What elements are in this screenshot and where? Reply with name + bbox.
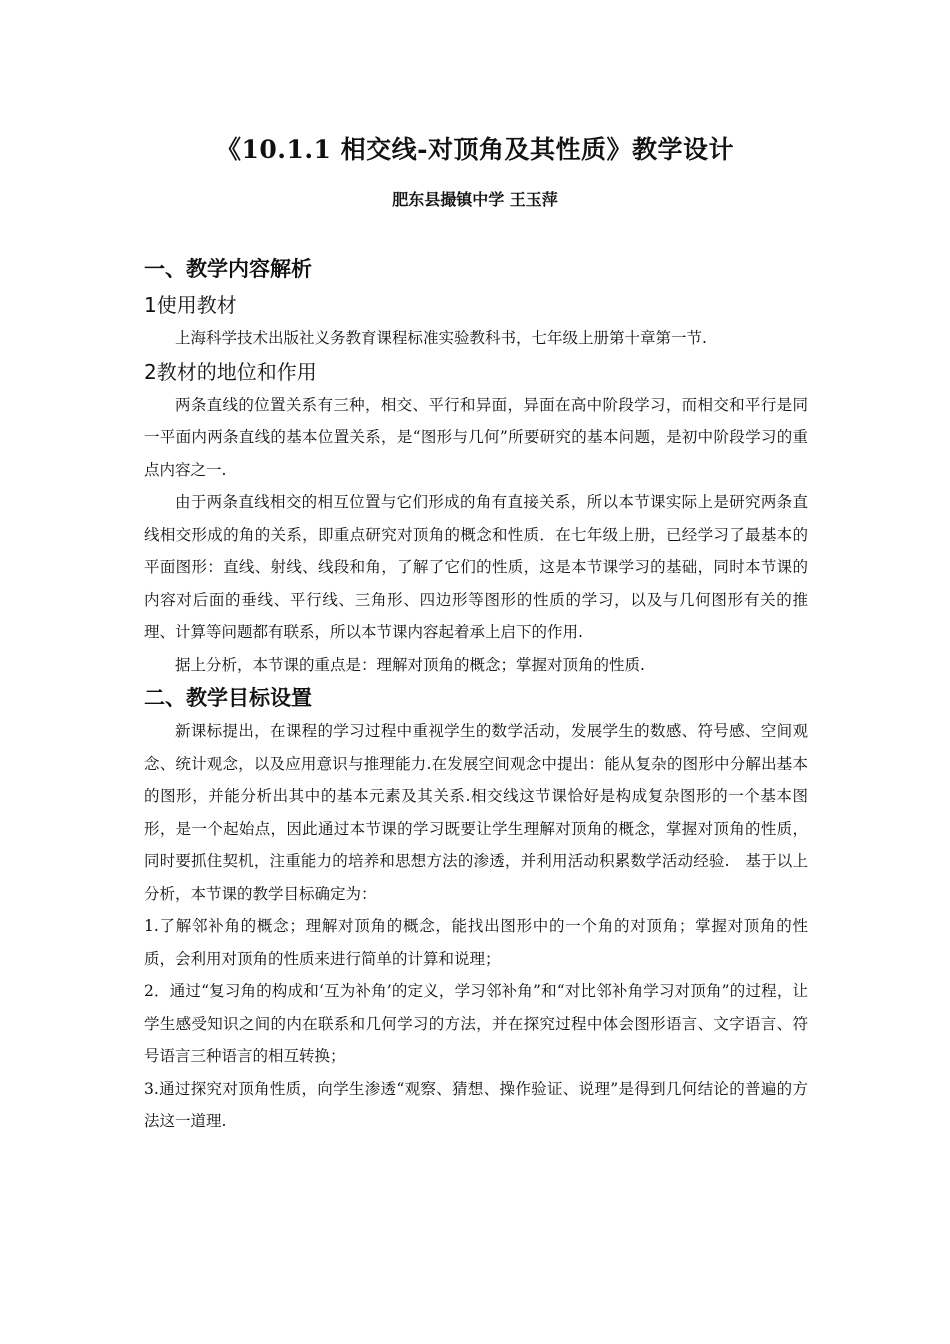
paragraph: 两条直线的位置关系有三种，相交、平行和异面，异面在高中阶段学习，而相交和平行是同一平面内两条直线的基本位置关系，是“图形与几何”所要研究的基本问题，是初中阶段学习的重点内容之一. <box>144 395 808 479</box>
subsection-heading-textbook: 1使用教材 <box>144 293 237 317</box>
paragraph: 据上分析，本节课的重点是：理解对顶角的概念；掌握对顶角的性质. <box>175 655 645 674</box>
paragraph: 新课标提出，在课程的学习过程中重视学生的数学活动，发展学生的数感、符号感、空间观念、统计观念，以及应用意识与推理能力.在发展空间观念中提出：能从复杂的图形中分解出基本的图形，并能分析出其中的基本元素及其关系.相交线这节课恰好是构成复杂图形的一个基本图形，是一个起始点，因此通过本节课的学习既要让学生理解对顶角的概念，掌握对顶角的性质，同时要抓住契机，注重能力的培养和思想方法的渗透，并利用活动积累数学活动经验. 基于以上分析，本节课的教学目标确定为： <box>144 722 808 903</box>
paragraph: 由于两条直线相交的相互位置与它们形成的角有直接关系，所以本节课实际上是研究两条直线相交形成的角的关系，即重点研究对顶角的概念和性质．在七年级上册，已经学习了最基本的平面图形：直线、射线、线段和角，了解了它们的性质，这是本节课学习的基础，同时本节课的内容对后面的垂线、平行线、三角形、四边形等图形的性质的学习，以及与几何图形有关的推理、计算等问题都有联系，所以本节课内容起着承上启下的作用. <box>144 493 808 641</box>
section-heading-objectives: 二、教学目标设置 <box>144 686 312 710</box>
section-heading-content-analysis: 一、教学内容解析 <box>144 257 312 281</box>
subsection-heading-role: 2教材的地位和作用 <box>144 359 317 384</box>
objective-item: 3.通过探究对顶角性质，向学生渗透“观察、猜想、操作验证、说理”是得到几何结论的普遍的方法这一道理. <box>144 1079 808 1130</box>
document-body <box>144 252 808 1138</box>
paragraph: 上海科学技术出版社义务教育课程标准实验教科书，七年级上册第十章第一节. <box>175 329 707 347</box>
document-author: 肥东县撮镇中学 王玉萍 <box>392 190 558 209</box>
objective-item: 2．通过“复习角的构成和‘互为补角’的定义，学习邻补角”和“对比邻补角学习对顶角”的过程，让学生感受知识之间的内在联系和几何学习的方法，并在探究过程中体会图形语言、文字语言、符号语言三种语言的相互转换； <box>144 982 808 1065</box>
document-title: 《10.1.1 相交线-对顶角及其性质》教学设计 <box>215 135 735 164</box>
objective-item: 1.了解邻补角的概念；理解对顶角的概念，能找出图形中的一个角的对顶角；掌握对顶角的性质，会利用对顶角的性质来进行简单的计算和说理； <box>144 917 808 968</box>
